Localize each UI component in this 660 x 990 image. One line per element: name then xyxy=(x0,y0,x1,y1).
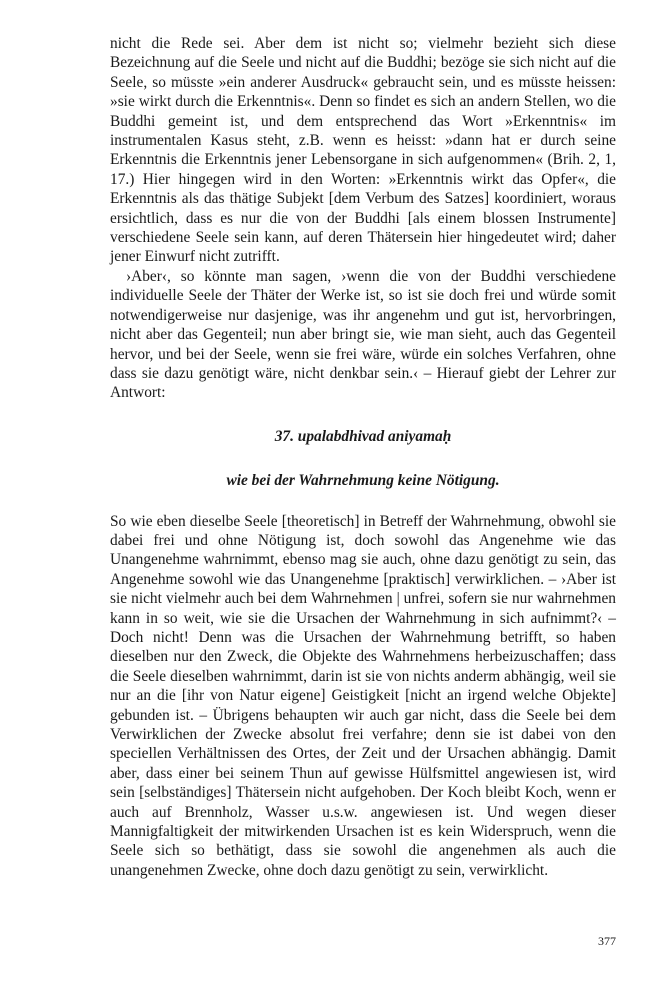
sutra-heading: 37. upalabdhivad aniyamaḥ xyxy=(274,427,452,445)
paragraph-commentary: So wie eben dieselbe Seele [theoretisch] in Betreff der Wahrnehmung, obwohl sie dabei frei und ohne Nötigung ist, doch sowohl das Angenehme wie das Unangenehme wahrnimmt, ebenso mag sie auch, ohne dazu genötigt zu sein, das Angenehme sowohl wie das Unangenehme [praktisch] verwirklichen. – ›Aber ist sie nicht vielmehr auch bei dem Wahrnehmen | unfrei, sofern sie nur wahrnehmen kann in so weit, wie sie die Ursachen der Wahrnehmung in sich aufnimmt?‹ – Doch nicht! Denn was die Ursachen der Wahrnehmung betrifft, so haben dieselben nur den Zweck, die Objekte des Wahrnehmens herbeizuschaffen; dass die Seele dieselben wahrnimmt, darin ist sie von nichts anderm abhängig, weil sie nur an die [ihr von Natur eigene] Geistigkeit [nicht an irgend welche Objekte] gebunden ist. – Übrigens behaupten wir auch gar nicht, dass die Seele bei dem Verwirklichen der Zwecke absolut frei verfahre; denn sie ist dabei von den speciellen Verhältnissen des Ortes, der Zeit und der Ursachen abhängig. Damit aber, dass einer bei seinem Thun auf gewisse Hülfsmittel angewiesen ist, wird sein [selbständiges] Thätersein nicht aufgehoben. Der Koch bleibt Koch, wenn er auch auf Brennholz, Wasser u.s.w. angewiesen ist. Und wegen dieser Mannigfaltigkeit der mitwirkenden Ursachen ist es kein Widerspruch, wenn die Seele sich so bethätigt, dass sie sowohl die angenehmen als auch die unangenehmen Zwecke, ohne doch dazu genötigt zu sein, verwirklicht. xyxy=(110,512,616,879)
page-body xyxy=(110,34,616,880)
page-number: 377 xyxy=(598,934,616,948)
paragraph-continued: nicht die Rede sei. Aber dem ist nicht so; vielmehr bezieht sich diese Bezeichnung auf die Seele und nicht auf die Buddhi; bezöge sie sich nicht auf die Seele, so müsste »ein anderer Ausdruck« gebraucht sein, und es müsste heissen: »sie wirkt durch die Erkenntnis«. Denn so findet es sich an andern Stellen, wo die Buddhi gemeint ist, und dem entsprechend das Wort »Erkenntnis« im instrumentalen Kasus steht, z.B. wenn es heisst: »dann hat er durch seine Erkenntnis die Erkenntnis jener Lebensorgane in sich aufgenommen« (Brih. 2, 1, 17.) Hier hingegen wird in den Worten: »Erkenntnis wirkt das Opfer«, die Erkenntnis als das thätige Subjekt [dem Verbum des Satzes] koordiniert, woraus ersichtlich, dass es nur die von der Buddhi [als einem blossen Instrumente] verschiedene Seele sein kann, auf deren Thätersein hier hingedeutet wird; daher jener Einwurf nicht zutrifft. xyxy=(110,35,616,266)
paragraph-objection: ›Aber‹, so könnte man sagen, ›wenn die von der Buddhi verschiedene individuelle Seele der Thäter der Werke ist, so ist sie doch frei und würde somit notwendigerweise nur dasjenige, was ihr angenehm und gut ist, hervorbringen, nicht aber das Gegenteil; nun aber bringt sie, wie man sieht, auch das Gegenteil hervor, und bei der Seele, wenn sie frei wäre, würde ein solches Verfahren, ohne dass sie dazu genötigt wäre, nicht denkbar sein.‹ – Hierauf giebt der Lehrer zur Antwort: xyxy=(110,267,616,402)
sutra-translation-heading: wie bei der Wahrnehmung keine Nötigung. xyxy=(226,472,500,490)
